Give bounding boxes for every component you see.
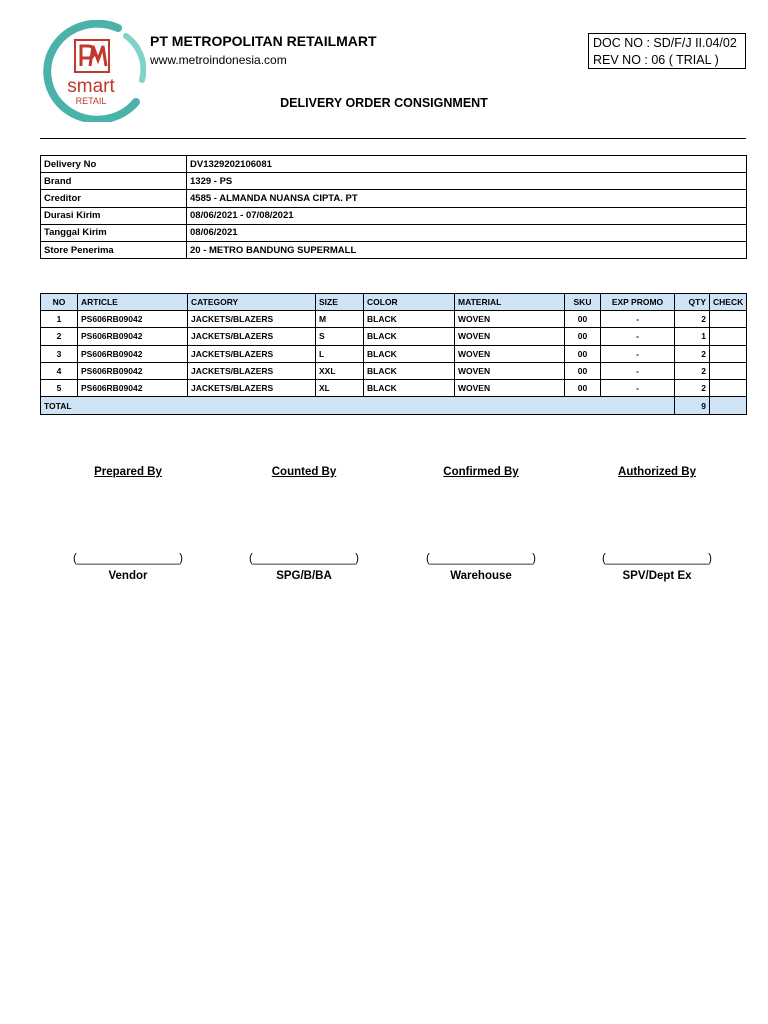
signature-title-prepared: Prepared By <box>94 466 162 478</box>
info-value: 4585 - ALMANDA NUANSA CIPTA. PT <box>187 190 747 207</box>
signature-title-confirmed: Confirmed By <box>443 466 519 478</box>
cell-no: 2 <box>41 328 78 345</box>
info-row <box>41 190 747 207</box>
info-row <box>41 241 747 258</box>
table-row <box>41 345 747 362</box>
logo-brand-text: smart <box>67 76 115 97</box>
table-row <box>41 311 747 328</box>
cell-qty: 1 <box>675 328 710 345</box>
cell-category: JACKETS/BLAZERS <box>188 345 316 362</box>
cell-color: BLACK <box>364 362 455 379</box>
header-material: MATERIAL <box>455 294 565 311</box>
total-qty: 9 <box>675 397 710 414</box>
cell-material: WOVEN <box>455 328 565 345</box>
header-article: ARTICLE <box>78 294 188 311</box>
signature-line-spg: (________________) <box>249 553 359 565</box>
cell-color: BLACK <box>364 345 455 362</box>
company-website: www.metroindonesia.com <box>150 53 287 67</box>
cell-exp-promo: - <box>601 345 675 362</box>
document-number-box <box>588 33 746 69</box>
table-row <box>41 328 747 345</box>
signature-title-authorized: Authorized By <box>618 466 696 478</box>
cell-color: BLACK <box>364 311 455 328</box>
cell-sku: 00 <box>565 311 601 328</box>
cell-check <box>710 380 747 397</box>
signature-role-warehouse: Warehouse <box>450 570 512 582</box>
header-sku: SKU <box>565 294 601 311</box>
cell-size: XXL <box>316 362 364 379</box>
info-value: DV1329202106081 <box>187 156 747 173</box>
info-label: Store Penerima <box>41 241 187 258</box>
cell-qty: 2 <box>675 311 710 328</box>
info-value: 20 - METRO BANDUNG SUPERMALL <box>187 241 747 258</box>
table-header-row <box>41 294 747 311</box>
info-row <box>41 207 747 224</box>
info-label: Brand <box>41 173 187 190</box>
signature-role-spg: SPG/B/BA <box>276 570 332 582</box>
company-name: PT METROPOLITAN RETAILMART <box>150 33 377 49</box>
cell-no: 1 <box>41 311 78 328</box>
logo-sub-text: RETAIL <box>75 96 107 106</box>
signature-title-counted: Counted By <box>271 466 337 478</box>
header-size: SIZE <box>316 294 364 311</box>
header-category: CATEGORY <box>188 294 316 311</box>
cell-sku: 00 <box>565 328 601 345</box>
cell-qty: 2 <box>675 362 710 379</box>
cell-color: BLACK <box>364 328 455 345</box>
header-qty: QTY <box>675 294 710 311</box>
cell-category: JACKETS/BLAZERS <box>188 380 316 397</box>
cell-material: WOVEN <box>455 311 565 328</box>
info-row <box>41 156 747 173</box>
cell-exp-promo: - <box>601 362 675 379</box>
cell-qty: 2 <box>675 345 710 362</box>
info-row <box>41 173 747 190</box>
info-label: Creditor <box>41 190 187 207</box>
cell-article: PS606RB09042 <box>78 345 188 362</box>
header-exp-promo: EXP PROMO <box>601 294 675 311</box>
signature-role-vendor: Vendor <box>108 570 148 582</box>
cell-check <box>710 345 747 362</box>
cell-exp-promo: - <box>601 311 675 328</box>
signature-role-spv: SPV/Dept Ex <box>622 570 692 582</box>
cell-qty: 2 <box>675 380 710 397</box>
cell-size: S <box>316 328 364 345</box>
cell-article: PS606RB09042 <box>78 380 188 397</box>
info-label: Delivery No <box>41 156 187 173</box>
info-label: Tanggal Kirim <box>41 224 187 241</box>
total-row <box>41 397 747 414</box>
cell-sku: 00 <box>565 380 601 397</box>
cell-article: PS606RB09042 <box>78 328 188 345</box>
signature-line-vendor: (________________) <box>73 553 183 565</box>
cell-article: PS606RB09042 <box>78 311 188 328</box>
cell-sku: 00 <box>565 345 601 362</box>
cell-category: JACKETS/BLAZERS <box>188 362 316 379</box>
info-value: 08/06/2021 - 07/08/2021 <box>187 207 747 224</box>
cell-material: WOVEN <box>455 345 565 362</box>
signature-line-spv: (________________) <box>602 553 712 565</box>
cell-material: WOVEN <box>455 362 565 379</box>
cell-material: WOVEN <box>455 380 565 397</box>
cell-category: JACKETS/BLAZERS <box>188 311 316 328</box>
cell-check <box>710 362 747 379</box>
cell-exp-promo: - <box>601 328 675 345</box>
table-row <box>41 362 747 379</box>
cell-no: 4 <box>41 362 78 379</box>
header-no: NO <box>41 294 78 311</box>
items-table <box>40 293 747 415</box>
info-label: Durasi Kirim <box>41 207 187 224</box>
header-divider <box>40 138 746 139</box>
cell-category: JACKETS/BLAZERS <box>188 328 316 345</box>
cell-exp-promo: - <box>601 380 675 397</box>
total-check <box>710 397 747 414</box>
table-row <box>41 380 747 397</box>
cell-no: 3 <box>41 345 78 362</box>
cell-size: XL <box>316 380 364 397</box>
info-value: 1329 - PS <box>187 173 747 190</box>
info-row <box>41 224 747 241</box>
rev-no: REV NO : 06 ( TRIAL ) <box>593 53 719 67</box>
doc-no: DOC NO : SD/F/J II.04/02 <box>593 36 737 50</box>
cell-size: L <box>316 345 364 362</box>
cell-article: PS606RB09042 <box>78 362 188 379</box>
total-label: TOTAL <box>41 397 675 414</box>
header-check: CHECK <box>710 294 747 311</box>
cell-sku: 00 <box>565 362 601 379</box>
header-color: COLOR <box>364 294 455 311</box>
document-title: DELIVERY ORDER CONSIGNMENT <box>280 96 488 110</box>
cell-check <box>710 311 747 328</box>
cell-check <box>710 328 747 345</box>
delivery-info-table <box>40 155 747 259</box>
info-value: 08/06/2021 <box>187 224 747 241</box>
cell-no: 5 <box>41 380 78 397</box>
signature-line-warehouse: (________________) <box>426 553 536 565</box>
cell-color: BLACK <box>364 380 455 397</box>
cell-size: M <box>316 311 364 328</box>
